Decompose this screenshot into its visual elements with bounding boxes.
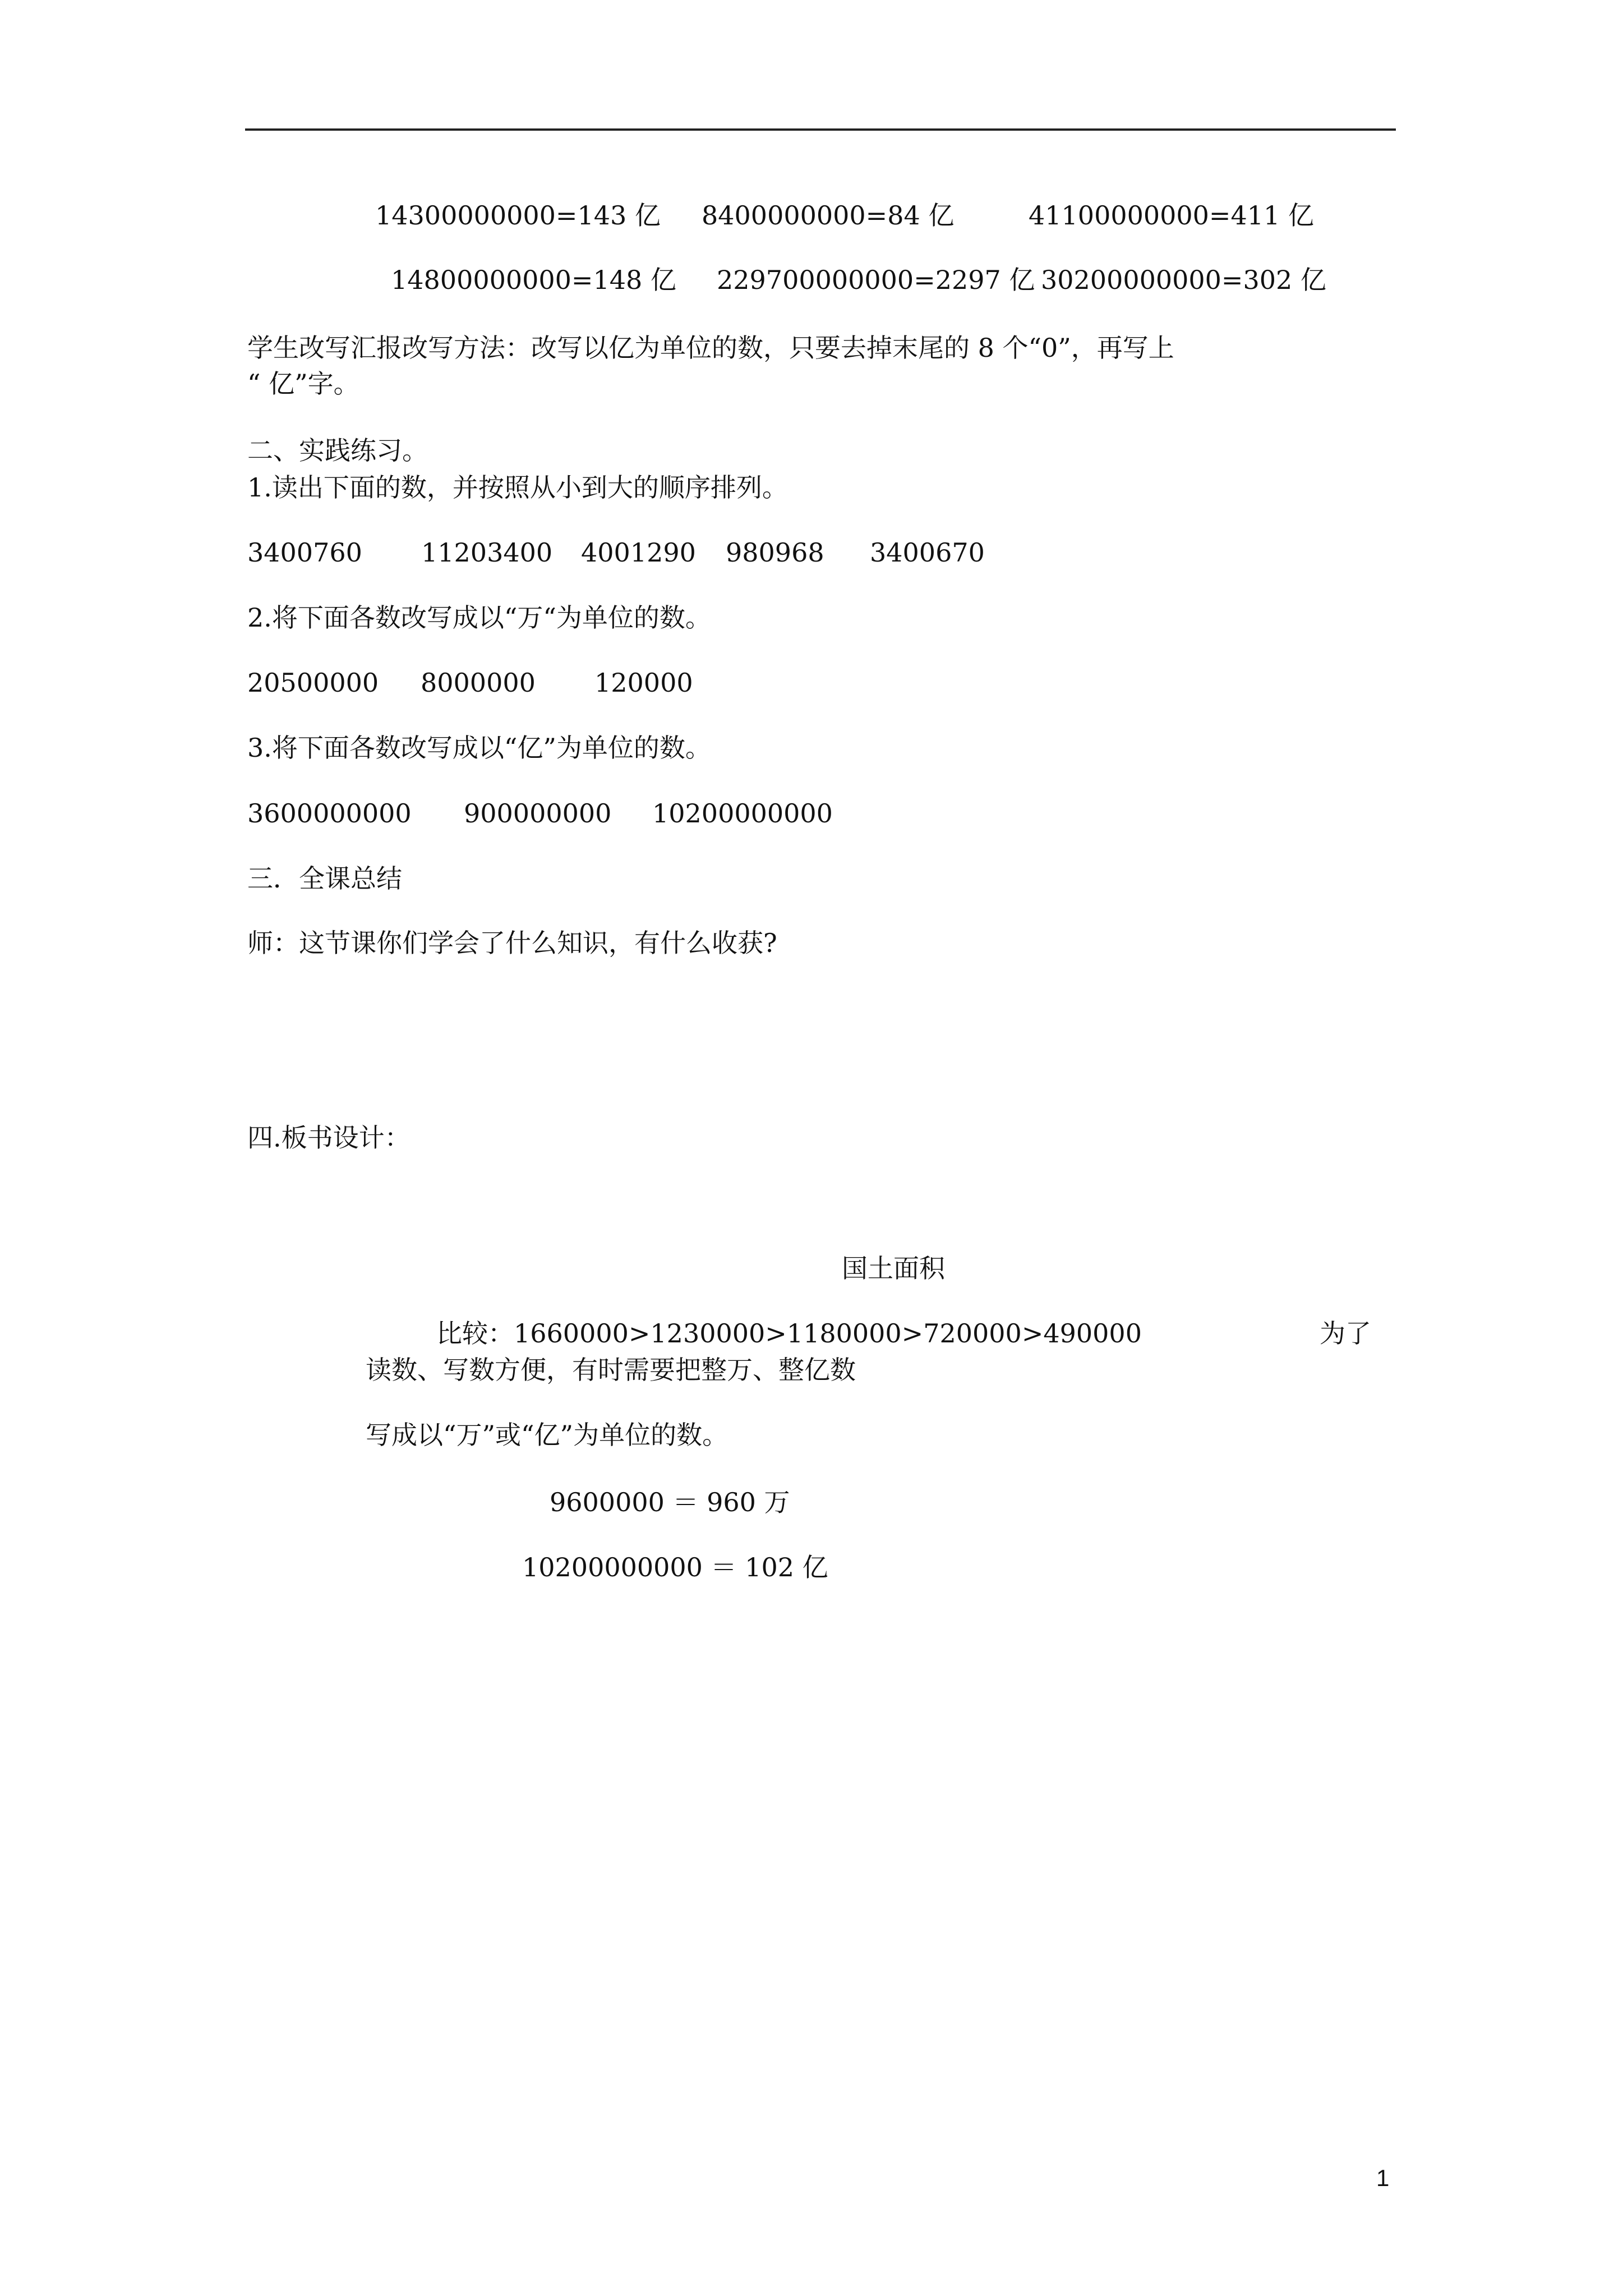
section-title-practice: 二、实践练习。 bbox=[247, 435, 428, 466]
conversion-item: 14300000000=143 亿 bbox=[375, 200, 661, 231]
number-item: 8000000 bbox=[421, 668, 536, 698]
method-paragraph-line2: “ 亿”字。 bbox=[247, 369, 359, 399]
board-line: 读数、写数方便，有时需要把整万、整亿数 bbox=[366, 1355, 856, 1385]
teacher-question: 师：这节课你们学会了什么知识，有什么收获? bbox=[247, 928, 777, 958]
question-3: 3.将下面各数改写成以“亿”为单位的数。 bbox=[247, 733, 711, 763]
board-for-convenience: 为了 bbox=[1320, 1318, 1371, 1349]
number-item: 3600000000 bbox=[247, 798, 412, 829]
number-item: 10200000000 bbox=[652, 798, 833, 829]
board-title: 国土面积 bbox=[842, 1253, 945, 1283]
board-line: 写成以“万”或“亿”为单位的数。 bbox=[366, 1420, 728, 1450]
number-item: 11203400 bbox=[421, 537, 553, 568]
number-item: 900000000 bbox=[464, 798, 612, 829]
board-example: 10200000000 ＝ 102 亿 bbox=[522, 1552, 828, 1582]
board-example: 9600000 ＝ 960 万 bbox=[550, 1487, 790, 1517]
page-number: 1 bbox=[1376, 2165, 1390, 2191]
number-item: 20500000 bbox=[247, 668, 379, 698]
question-1: 1.读出下面的数，并按照从小到大的顺序排列。 bbox=[247, 472, 788, 503]
section-title-summary: 三．全课总结 bbox=[247, 863, 402, 894]
number-item: 3400760 bbox=[247, 537, 362, 568]
number-item: 120000 bbox=[594, 668, 693, 698]
board-compare-line: 比较：1660000>1230000>1180000>720000>490000 bbox=[436, 1318, 1142, 1349]
header-rule bbox=[245, 128, 1396, 131]
number-item: 4001290 bbox=[581, 537, 696, 568]
conversion-item: 41100000000=411 亿 bbox=[1029, 200, 1314, 231]
conversion-item: 30200000000=302 亿 bbox=[1041, 265, 1326, 295]
conversion-item: 14800000000=148 亿 bbox=[391, 265, 676, 295]
conversion-item: 8400000000=84 亿 bbox=[702, 200, 955, 231]
number-item: 3400670 bbox=[870, 537, 985, 568]
question-2: 2.将下面各数改写成以“万“为单位的数。 bbox=[247, 602, 711, 633]
method-paragraph-line1: 学生改写汇报改写方法：改写以亿为单位的数，只要去掉末尾的 8 个“0”，再写上 bbox=[247, 333, 1174, 363]
number-item: 980968 bbox=[726, 537, 824, 568]
section-title-board-design: 四.板书设计： bbox=[247, 1122, 411, 1153]
conversion-item: 229700000000=2297 亿 bbox=[717, 265, 1035, 295]
